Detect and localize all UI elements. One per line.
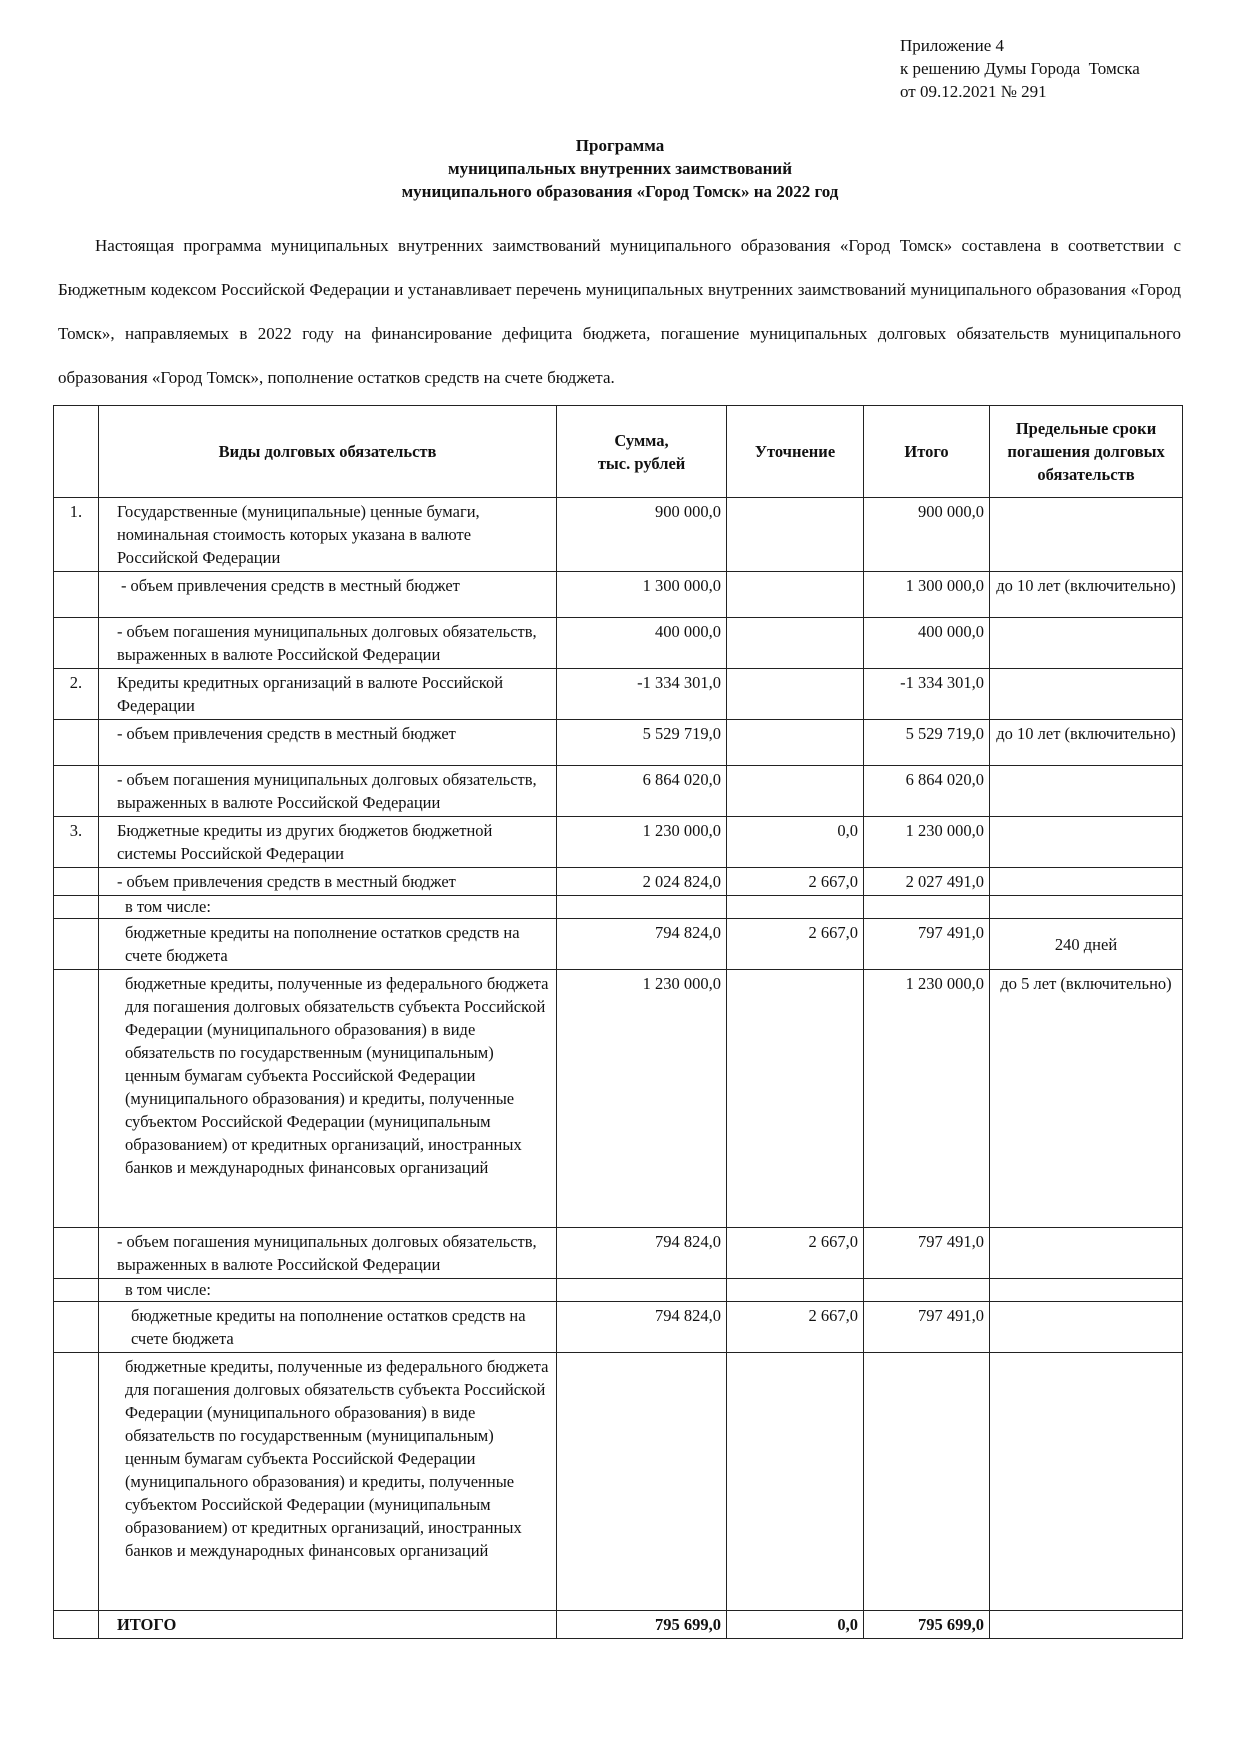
table-row [54,1302,1183,1353]
table-row [54,766,1183,817]
row-total: 6 864 020,0 [864,766,990,817]
row-num [54,1279,99,1302]
row-num [54,970,99,1228]
row-term [990,618,1183,669]
appendix-line-2: к решению Думы Города Томска [900,59,1140,78]
header-term: Предельные сроки погашения долговых обязательств [990,406,1183,498]
row-sum: -1 334 301,0 [557,669,727,720]
row-kind: - объем погашения муниципальных долговых обязательств, выраженных в валюте Российской Федерации [98,1228,556,1279]
row-sum [557,1353,727,1611]
row-total: 5 529 719,0 [864,720,990,766]
row-adjust [727,498,864,572]
row-adjust [727,896,864,919]
row-kind: бюджетные кредиты, полученные из федерального бюджета для погашения долговых обязательств субъекта Российской Федерации (муниципального образования) в виде обязательств по государственным (муниципальным) ценным бумагам субъекта Российской Федерации (муниципального образования) и кредиты, полученные субъектом Российской Федерации (муниципальным образованием) от кредитных организаций, иностранных банков и международных финансовых организаций [98,970,556,1228]
row-term [990,1279,1183,1302]
row-term [990,766,1183,817]
row-term [990,896,1183,919]
row-total: -1 334 301,0 [864,669,990,720]
table-body [54,498,1183,1639]
row-adjust: 2 667,0 [727,868,864,896]
row-adjust [727,766,864,817]
row-term: до 10 лет (включительно) [990,720,1183,766]
row-kind: бюджетные кредиты на пополнение остатков средств на счете бюджета [98,1302,556,1353]
row-sum: 1 230 000,0 [557,970,727,1228]
row-term [990,1353,1183,1611]
row-kind: бюджетные кредиты, полученные из федерального бюджета для погашения долговых обязательств субъекта Российской Федерации (муниципального образования) в виде обязательств по государственным (муниципальным) ценным бумагам субъекта Российской Федерации (муниципального образования) и кредиты, полученные субъектом Российской Федерации (муниципальным образованием) от кредитных организаций, иностранных банков и международных финансовых организаций [98,1353,556,1611]
appendix-line-1: Приложение 4 [900,36,1004,55]
row-sum: 2 024 824,0 [557,868,727,896]
row-kind: - объем привлечения средств в местный бюджет [98,720,556,766]
row-sum: 6 864 020,0 [557,766,727,817]
table-row [54,868,1183,896]
total-term-cell [990,1611,1183,1639]
row-sum [557,896,727,919]
row-total: 797 491,0 [864,919,990,970]
total-label: ИТОГО [98,1611,556,1639]
row-num [54,896,99,919]
header-sum: Сумма, тыс. рублей [557,406,727,498]
table-row [54,817,1183,868]
row-adjust: 2 667,0 [727,1228,864,1279]
row-sum [557,1279,727,1302]
row-total: 2 027 491,0 [864,868,990,896]
borrowing-table [53,405,1183,1639]
row-num [54,720,99,766]
table-row [54,896,1183,919]
row-num [54,919,99,970]
row-total: 1 230 000,0 [864,970,990,1228]
row-num [54,1302,99,1353]
row-num: 3. [54,817,99,868]
row-total [864,1353,990,1611]
row-num [54,868,99,896]
row-kind: бюджетные кредиты на пополнение остатков средств на счете бюджета [98,919,556,970]
row-num [54,1228,99,1279]
header-kind: Виды долговых обязательств [98,406,556,498]
row-kind: Государственные (муниципальные) ценные бумаги, номинальная стоимость которых указана в валюте Российской Федерации [98,498,556,572]
row-term: 240 дней [990,919,1183,970]
row-term [990,1302,1183,1353]
table-row [54,970,1183,1228]
total-total: 795 699,0 [864,1611,990,1639]
row-total: 400 000,0 [864,618,990,669]
row-total: 797 491,0 [864,1228,990,1279]
row-kind: в том числе: [98,896,556,919]
row-sum: 794 824,0 [557,919,727,970]
intro-paragraph: Настоящая программа муниципальных внутренних заимствований муниципального образования «Город Томск» составлена в соответствии с Бюджетным кодексом Российской Федерации и устанавливает перечень муниципальных внутренних заимствований муниципального образования «Город Томск», направляемых в 2022 году на финансирование дефицита бюджета, погашение муниципальных долговых обязательств муниципального образования «Город Томск», пополнение остатков средств на счете бюджета. [58,236,1181,387]
table-row [54,1228,1183,1279]
total-adjust: 0,0 [727,1611,864,1639]
header-adjust: Уточнение [727,406,864,498]
row-term: до 5 лет (включительно) [990,970,1183,1228]
row-total: 797 491,0 [864,1302,990,1353]
total-sum: 795 699,0 [557,1611,727,1639]
grand-total-row [54,1611,1183,1639]
row-kind: в том числе: [98,1279,556,1302]
row-kind: - объем привлечения средств в местный бюджет [98,572,556,618]
row-term [990,669,1183,720]
appendix-line-3: от 09.12.2021 № 291 [900,82,1047,101]
row-num [54,618,99,669]
title-line-1: Программа [575,136,665,155]
header-total: Итого [864,406,990,498]
row-adjust [727,1279,864,1302]
row-num [54,1353,99,1611]
table-row [54,1353,1183,1611]
row-adjust: 2 667,0 [727,919,864,970]
row-adjust [727,618,864,669]
row-term [990,1228,1183,1279]
table-row [54,720,1183,766]
table-row [54,618,1183,669]
row-adjust [727,1353,864,1611]
row-total: 1 300 000,0 [864,572,990,618]
table-row [54,669,1183,720]
row-sum: 1 230 000,0 [557,817,727,868]
row-kind: - объем погашения муниципальных долговых обязательств, выраженных в валюте Российской Федерации [98,766,556,817]
title-line-3: муниципального образования «Город Томск» на 2022 год [401,182,839,201]
table-row [54,572,1183,618]
table-row [54,919,1183,970]
row-total: 900 000,0 [864,498,990,572]
row-adjust: 0,0 [727,817,864,868]
row-kind: - объем привлечения средств в местный бюджет [98,868,556,896]
row-term: до 10 лет (включительно) [990,572,1183,618]
header-num [54,406,99,498]
row-sum: 794 824,0 [557,1228,727,1279]
table-header-row [54,406,1183,498]
row-num: 1. [54,498,99,572]
title-line-2: муниципальных внутренних заимствований [447,159,793,178]
row-num: 2. [54,669,99,720]
row-term [990,817,1183,868]
row-adjust: 2 667,0 [727,1302,864,1353]
table-row [54,1279,1183,1302]
row-term [990,868,1183,896]
row-kind: Кредиты кредитных организаций в валюте Российской Федерации [98,669,556,720]
row-sum: 1 300 000,0 [557,572,727,618]
row-adjust [727,669,864,720]
row-sum: 900 000,0 [557,498,727,572]
table-row [54,498,1183,572]
row-total: 1 230 000,0 [864,817,990,868]
row-sum: 400 000,0 [557,618,727,669]
appendix-note [900,34,1140,103]
total-num-cell [54,1611,99,1639]
row-num [54,572,99,618]
row-kind: Бюджетные кредиты из других бюджетов бюджетной системы Российской Федерации [98,817,556,868]
row-total [864,896,990,919]
row-sum: 5 529 719,0 [557,720,727,766]
row-adjust [727,970,864,1228]
row-adjust [727,572,864,618]
row-total [864,1279,990,1302]
row-sum: 794 824,0 [557,1302,727,1353]
document-title [0,134,1240,203]
row-num [54,766,99,817]
row-adjust [727,720,864,766]
row-kind: - объем погашения муниципальных долговых обязательств, выраженных в валюте Российской Федерации [98,618,556,669]
row-term [990,498,1183,572]
